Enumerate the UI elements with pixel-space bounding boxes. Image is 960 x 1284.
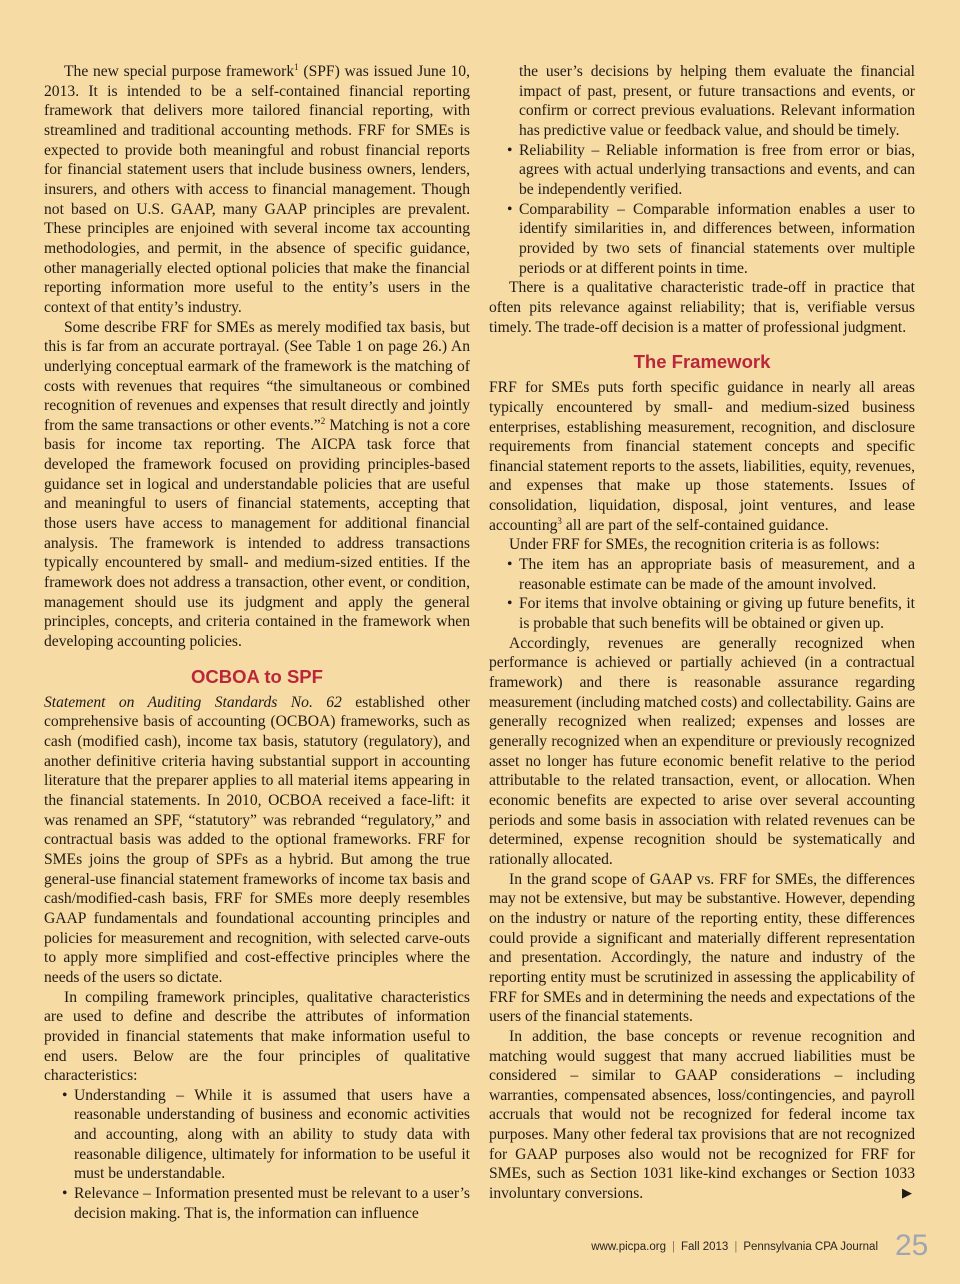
footer-journal: Pennsylvania CPA Journal: [743, 1241, 878, 1253]
qualitative-characteristics-list: [44, 1086, 470, 1224]
qualitative-characteristics-list-cont: [489, 62, 915, 278]
footnote-ref-2: 2: [320, 415, 326, 426]
page-number: 25: [895, 1229, 929, 1262]
right-column: [489, 62, 915, 1204]
sas-title: Statement on Auditing Standards No. 62: [44, 693, 342, 711]
paragraph-intro: The new special purpose framework$^1$ (SPF) was issued June 10, 2013. It is intended to be a self-contained financial reporting framework that delivers more tailored financial reporting, with streamlined and traditional accounting methods. FRF for SMEs is expected to provide both meaningful and robust financial reports for financial statement users that include business owners, lenders, insurers, and others with access to financial management. Though not based on U.S. GAAP, many GAAP principles are prevalent. These principles are enjoined with several income tax accounting methodologies, and permit, in the absence of specific guidance, other managerially elected optional policies that make the financial reporting information more useful to the entity’s users in the context of that entity’s industry.: [44, 61, 470, 316]
bullet-relevance-continued: the user’s decisions by helping them evaluate the financial impact of past, present, or future transactions and events, or confirm or correct previous evaluations. Relevant information has predictive value or feedback value, and should be timely.: [519, 63, 915, 139]
left-column: [44, 62, 470, 1223]
paragraph-sas-62: Statement on Auditing Standards No. 62 established other comprehensive basis of accounting (OCBOA) frameworks, such as cash (modified cash), income tax basis, statutory (regulatory), and another definitive criteria having substantial support in accounting literature that the preparer applies to all material items appearing in the financial statements. In 2010, OCBOA received a face-lift: it was renamed an SPF, “statutory” was rebranded “regulatory,” and contractual basis was added to the optional frameworks. FRF for SMEs joins the group of SPFs as a hybrid. But among the true general-use financial statement frameworks of income tax basis and cash/modified-cash basis, FRF for SMEs more deeply resembles GAAP fundamentals and foundational accounting principles and policies for measurement and recognition, with selected carve-outs to apply more simplified and cost-effective principles where the needs of the users so dictate.: [44, 693, 470, 986]
paragraph-gaap-vs-frf: In the grand scope of GAAP vs. FRF for SMEs, the differences may not be extensive, but may be substantive. However, depending on the industry or nature of the reporting entity, these differences could provide a significant and materially different representation and presentation. Accordingly, the nature and industry of the reporting entity must be scrutinized in assessing the applicability of FRF for SMEs and in determining the needs and expectations of the users of the financial statements.: [489, 870, 915, 1026]
bullet-understanding: • Understanding – While it is assumed that users have a reasonable understanding of business and economic activities and accounting, along with an ability to study data with reasonable diligence, ultimately for information to be useful it must be understandable.: [44, 1086, 470, 1184]
footnote-ref-3: 3: [557, 515, 562, 526]
continue-arrow-icon: ▶: [902, 1186, 912, 1201]
footer-separator: |: [672, 1241, 676, 1253]
heading-the-framework: The Framework: [633, 351, 771, 373]
footer-info: [591, 1241, 878, 1253]
paragraph-qualitative-characteristics: In compiling framework principles, qualitative characteristics are used to define and describe the attributes of information provided in financial statements that make information useful to end users. Below are the four principles of qualitative characteristics:: [44, 988, 470, 1085]
paragraph-frf-guidance: FRF for SMEs puts forth specific guidance in nearly all areas typically encountered by small- and medium-sized business enterprises, establishing measurement, recognition, and disclosure requirements from financial statement concepts and specific financial statement reports to the assets, liabilities, equity, revenues, and expenses that make up those statements. Issues of consolidation, liquidation, disposal, joint ventures, and lease accounting$^3$ all are part of the self-contained guidance.: [489, 379, 915, 534]
bullet-reliability: • Reliability – Reliable information is free from error or bias, agrees with actual underlying transactions and events, and can be independently verified.: [489, 141, 915, 200]
footer-website-link[interactable]: www.picpa.org: [591, 1241, 667, 1253]
page-footer: [0, 1229, 960, 1263]
paragraph-accrued-liabilities: In addition, the base concepts or revenue recognition and matching would suggest that many accrued liabilities must be considered – similar to GAAP considerations – including warranties, compensated absences, loss/contingencies, and payroll accruals that would not be recognized for federal income tax purposes. Many other federal tax provisions that are not recognized for GAAP purposes also would not be recognized for FRF for SMEs, such as Section 1031 like-kind exchanges or Section 1033 involuntary conversions.: [489, 1027, 915, 1203]
paragraph-recognition-criteria: Under FRF for SMEs, the recognition criteria is as follows:: [509, 536, 880, 554]
footer-separator: |: [734, 1241, 738, 1253]
paragraph-revenue-recognition: Accordingly, revenues are generally recognized when performance is achieved or partially achieved (in a contractual framework) and there is reasonable assurance regarding measurement (including matched costs) and collectability. Gains are generally recognized when realized; expenses and losses are generally recognized when an expenditure or previously recognized asset no longer has future economic benefit relative to the period attributable to the related transaction, event, or allocation. When economic benefits are expected to arise over several accounting periods and some basis in association with related revenues can be determined, expense recognition should be systematically and rationally allocated.: [489, 634, 915, 868]
footer-issue: Fall 2013: [681, 1241, 729, 1253]
bullet-relevance: • Relevance – Information presented must be relevant to a user’s decision making. That is, the information can influence: [44, 1184, 470, 1223]
recognition-criteria-list: [489, 555, 915, 634]
footnote-ref-1: 1: [294, 61, 299, 72]
bullet-future-benefits: • For items that involve obtaining or giving up future benefits, it is probable that such benefits will be obtained or given up.: [489, 594, 915, 633]
heading-ocboa-to-spf: OCBOA to SPF: [191, 665, 323, 687]
paragraph-modified-tax-basis: Some describe FRF for SMEs as merely modified tax basis, but this is far from an accurate portrayal. (See Table 1 on page 26.) An underlying conceptual earmark of the framework is the matching of costs with revenues that requires “the simultaneous or combined recognition of revenues and expenses that result directly and jointly from the same transactions or other events.”$^2$ Matching is not a core basis for income tax reporting. The AICPA task force that developed the framework focused on providing principles-based guidance set in logical and understandable policies that are useful and meaningful to users of financial statements, accepting that those users have access to management for additional financial analysis. The framework is intended to address transactions typically encountered by small- and medium-sized entities. If the framework does not address a transaction, other event, or condition, management should use its judgment and apply the general principles, concepts, and criteria contained in the framework when developing accounting policies.: [44, 318, 470, 651]
paragraph-trade-off: There is a qualitative characteristic trade-off in practice that often pits relevance against reliability; that is, verifiable versus timely. The trade-off decision is a matter of professional judgment.: [489, 279, 915, 336]
bullet-comparability: • Comparability – Comparable information enables a user to identify similarities in, and differences between, information provided by two sets of financial statements over multiple periods or at different points in time.: [489, 200, 915, 279]
bullet-measurement-basis: • The item has an appropriate basis of measurement, and a reasonable estimate can be made of the amount involved.: [489, 555, 915, 594]
